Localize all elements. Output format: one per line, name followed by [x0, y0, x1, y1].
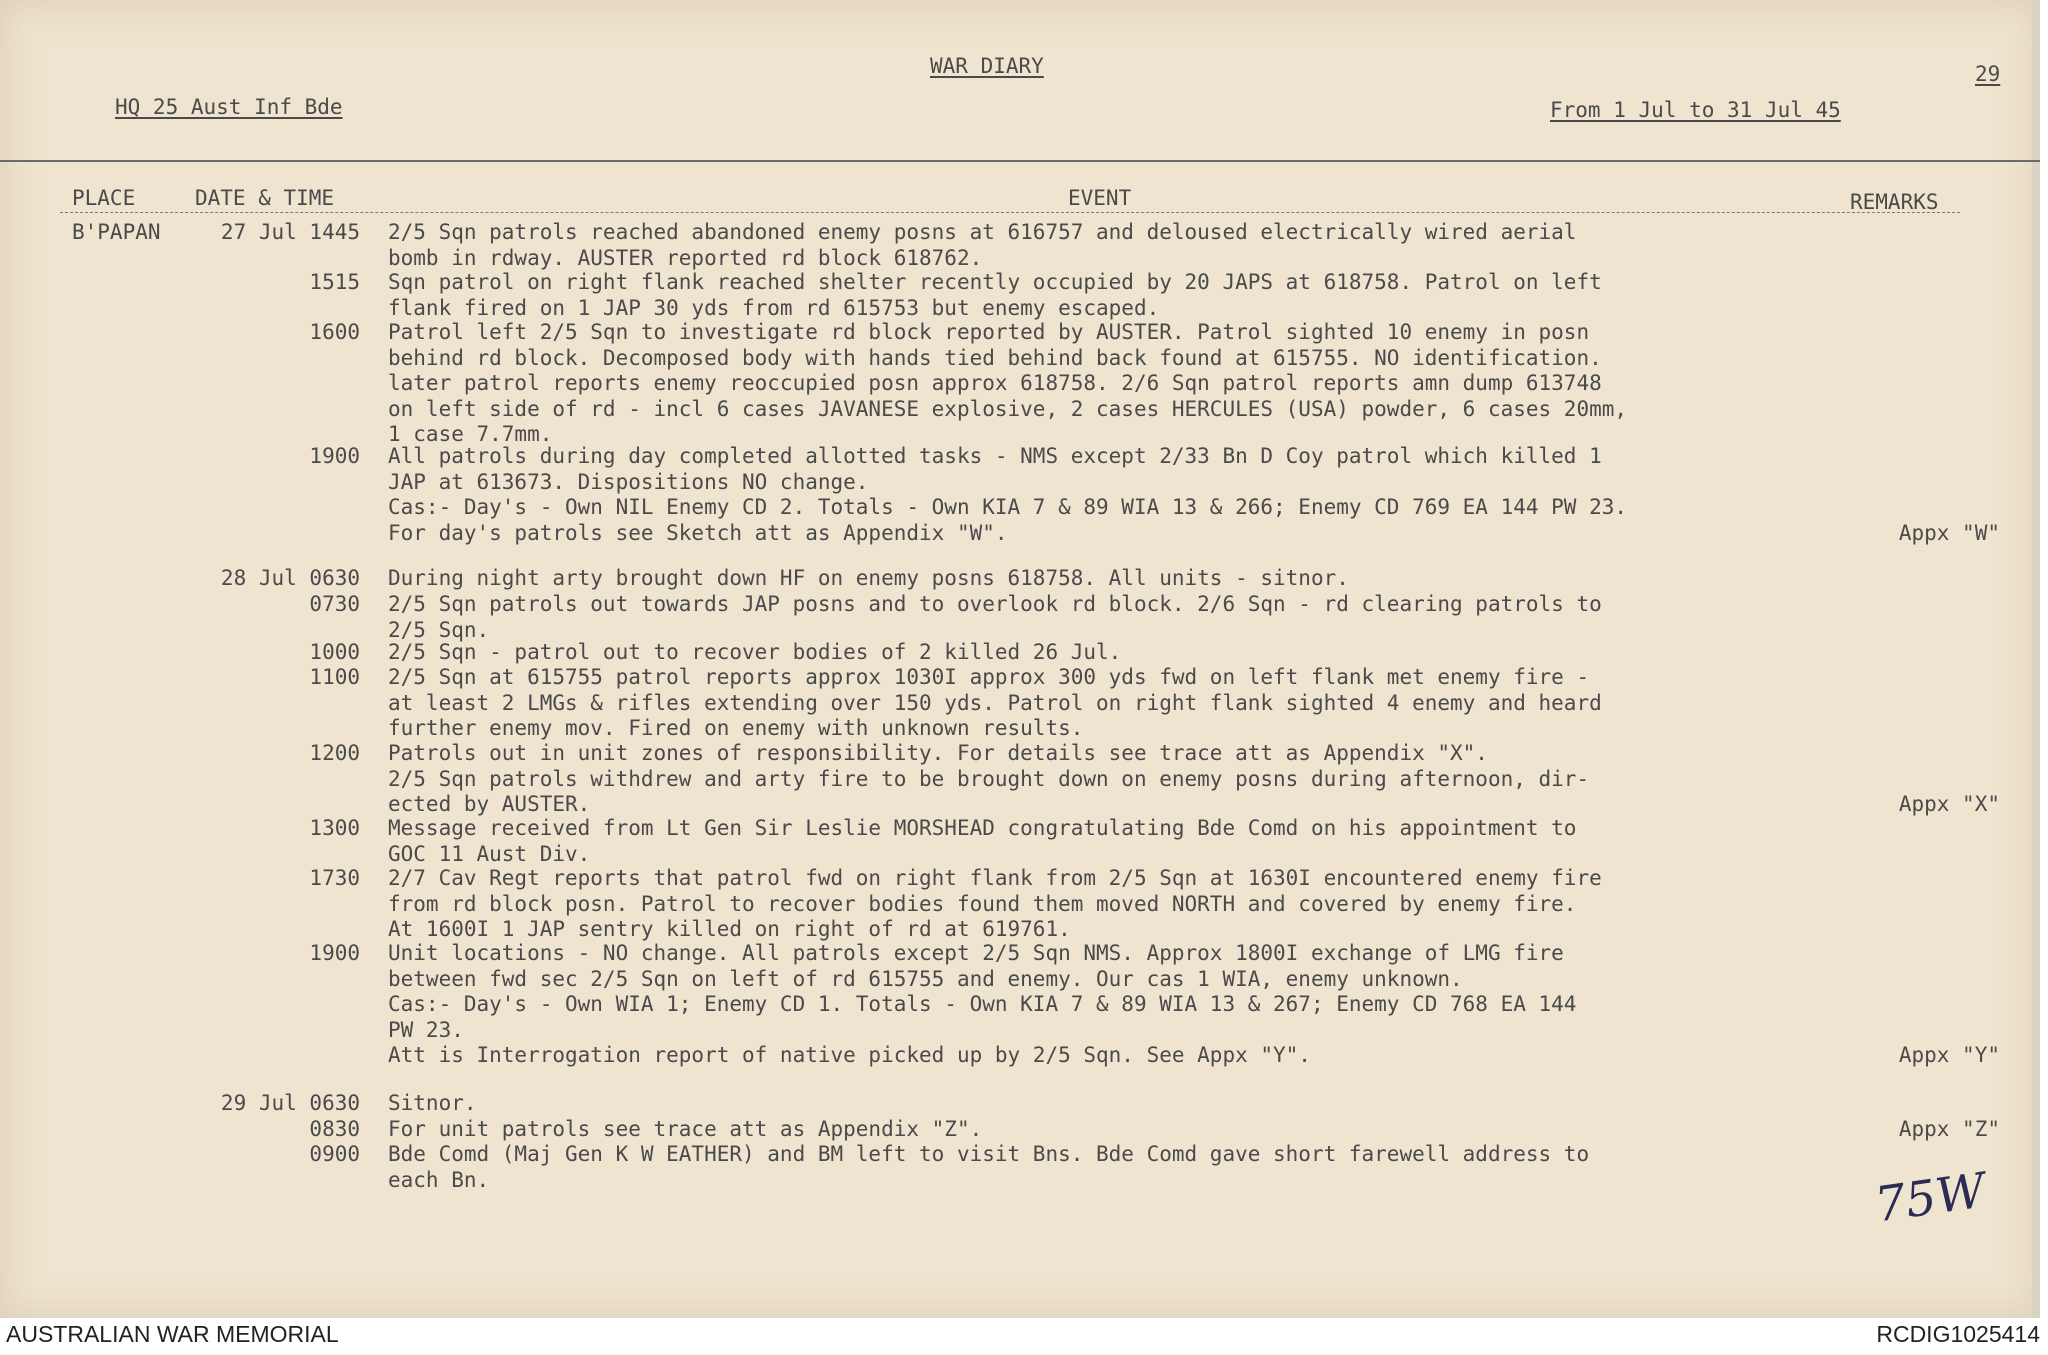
entry-date-time: 1300 — [309, 816, 360, 840]
entry-event: 2/5 Sqn at 615755 patrol reports approx 1030I approx 300 yds fwd on left flank met enemy fire - at least 2 LMGs & rifles extending over 150 yds. Patrol on right flank sighted 4 enemy and heard further enemy mov. Fired on enemy with unknown results. — [388, 665, 1602, 740]
entry-date-time: 1515 — [309, 270, 360, 294]
entry-place: B'PAPAN — [72, 220, 161, 244]
unit-name: HQ 25 Aust Inf Bde — [115, 95, 343, 119]
entry-date-time: 0730 — [309, 592, 360, 616]
column-event: EVENT — [1068, 186, 1132, 210]
entry-event: Sqn patrol on right flank reached shelter recently occupied by 20 JAPS at 618758. Patrol on left flank fired on 1 JAP 30 yds from rd 615753 but enemy escaped. — [388, 270, 1602, 320]
entry-date-time: 1900 — [309, 444, 360, 468]
entry-event: 2/7 Cav Regt reports that patrol fwd on right flank from 2/5 Sqn at 1630I encountered enemy fire from rd block posn. Patrol to recover bodies found them moved NORTH and covered by enemy fire. At 1600I 1 JAP sentry killed on right of rd at 619761. — [388, 866, 1602, 941]
handwritten-mark: 75W — [1871, 1162, 1989, 1234]
entry-event: Message received from Lt Gen Sir Leslie MORSHEAD congratulating Bde Comd on his appointment to GOC 11 Aust Div. — [388, 816, 1577, 866]
document-title: WAR DIARY — [930, 54, 1044, 78]
column-rule — [60, 212, 1960, 213]
entry-date-time: 1900 — [309, 941, 360, 965]
column-remarks: REMARKS — [1850, 190, 1939, 214]
entry-event: Patrols out in unit zones of responsibility. For details see trace att as Appendix "X". 2/5 Sqn patrols withdrew and arty fire to be brought down on enemy posns during afternoon, dir- ected by AUSTER. — [388, 741, 1590, 816]
entry-date-time: 1600 — [309, 320, 360, 344]
page-edge — [2032, 0, 2040, 1318]
entry-date-time: 1000 — [309, 640, 360, 664]
footer-identifier: RCDIG1025414 — [1876, 1321, 2040, 1347]
entry-remark: Appx "Y" — [1898, 1043, 2000, 1067]
entry-event: During night arty brought down HF on enemy posns 618758. All units - sitnor. — [388, 566, 1349, 590]
entry-date-time: 1200 — [309, 741, 360, 765]
entry-event: 2/5 Sqn - patrol out to recover bodies of 2 killed 26 Jul. — [388, 640, 1122, 664]
entry-event: All patrols during day completed allotted tasks - NMS except 2/33 Bn D Coy patrol which killed 1 JAP at 613673. Dispositions NO change. Cas:- Day's - Own NIL Enemy CD 2. Totals - Own KIA 7 & 89 WIA 13 & 266; Enemy CD 769 EA 144 PW 23. For day's patrols see Sketch att as Appendix "W". — [388, 444, 1628, 545]
page-number: 29 — [1975, 62, 2001, 86]
entry-event: Sitnor. — [388, 1091, 477, 1115]
entry-event: For unit patrols see trace att as Appendix "Z". — [388, 1117, 983, 1141]
column-place: PLACE — [72, 186, 136, 210]
entry-event: Patrol left 2/5 Sqn to investigate rd block reported by AUSTER. Patrol sighted 10 enemy in posn behind rd block. Decomposed body with hands tied behind back found at 615755. NO identification. later patrol reports enemy reoccupied posn approx 618758. 2/6 Sqn patrol reports amn dump 613748 on left side of rd - incl 6 cases JAVANESE explosive, 2 cases HERCULES (USA) powder, 6 cases 20mm, 1 case 7.7mm. — [388, 320, 1628, 446]
entry-date-time: 1100 — [309, 665, 360, 689]
entry-event: 2/5 Sqn patrols out towards JAP posns and to overlook rd block. 2/6 Sqn - rd clearing patrols to 2/5 Sqn. — [388, 592, 1602, 642]
entry-date-time: 0900 — [309, 1142, 360, 1166]
diary-period: From 1 Jul to 31 Jul 45 — [1550, 98, 1841, 122]
footer-source: AUSTRALIAN WAR MEMORIAL — [6, 1321, 339, 1347]
entry-remark: Appx "Z" — [1898, 1117, 2000, 1141]
entry-event: Bde Comd (Maj Gen K W EATHER) and BM left to visit Bns. Bde Comd gave short farewell address to each Bn. — [388, 1142, 1590, 1192]
entry-event: Unit locations - NO change. All patrols except 2/5 Sqn NMS. Approx 1800I exchange of LMG fire between fwd sec 2/5 Sqn on left of rd 615755 and enemy. Our cas 1 WIA, enemy unknown. Cas:- Day's - Own WIA 1; Enemy CD 1. Totals - Own KIA 7 & 89 WIA 13 & 267; Enemy CD 768 EA 144 PW 23. Att is Interrogation report of native picked up by 2/5 Sqn. See Appx "Y". — [388, 941, 1577, 1067]
entry-date-time: 1730 — [309, 866, 360, 890]
entry-date-time: 28 Jul 0630 — [220, 566, 360, 590]
entry-remark: Appx "W" — [1898, 520, 2000, 545]
entry-event: 2/5 Sqn patrols reached abandoned enemy posns at 616757 and deloused electrically wired aerial bomb in rdway. AUSTER reported rd block 618762. — [388, 220, 1577, 270]
entry-remark: Appx "X" — [1898, 792, 2000, 816]
header-rule — [0, 160, 2040, 162]
entry-date-time: 27 Jul 1445 — [220, 220, 360, 244]
entry-date-time: 29 Jul 0630 — [220, 1091, 360, 1115]
column-date-time: DATE & TIME — [195, 186, 335, 210]
entry-date-time: 0830 — [309, 1117, 360, 1141]
